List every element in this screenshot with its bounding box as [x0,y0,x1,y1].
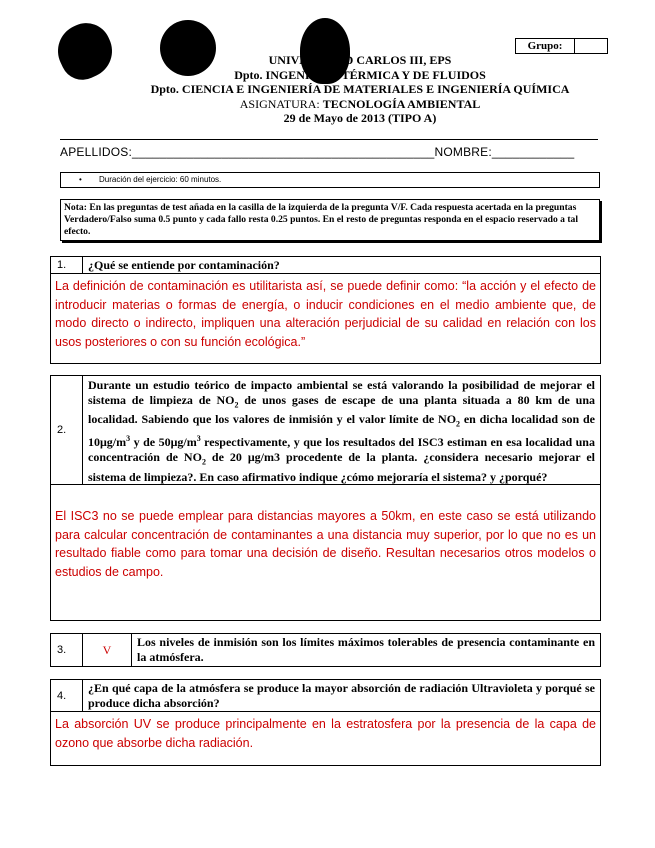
header-divider [60,139,598,140]
department-1: Dpto. INGENIERÍA TÉRMICA Y DE FLUIDOS [234,67,486,82]
note-label: Nota: [64,202,87,213]
bullet-icon: • [79,175,82,184]
question-4 [50,679,601,766]
apellidos-label: APELLIDOS: [60,145,133,159]
duration-box [60,172,600,188]
question-1-header [51,257,600,274]
nombre-field[interactable]: ____________ [491,145,575,159]
student-name-line [60,145,600,159]
nombre-label: NOMBRE: [434,145,492,159]
note-text: En las preguntas de test añada en la casilla de la izquierda de la pregunta V/F. Cada respuesta acertada en la preguntas Verdadero/Falso suma 0.5 punto y cada fallo resta 0.25 puntos. En el resto de preguntas responda en el espacio reservado a tal efecto. [64,202,578,237]
question-number: 3. [51,634,83,666]
question-number: 4. [51,680,83,711]
exam-date: 29 de Mayo de 2013 (TIPO A) [283,111,437,125]
question-3 [50,633,601,667]
header-block [140,53,580,126]
department-2: Dpto. CIENCIA E INGENIERÍA DE MATERIALES E INGENIERÍA QUÍMICA [150,82,570,96]
question-text: Los niveles de inmisión son los límites máximos tolerables de presencia contaminante en la atmósfera. [137,635,595,664]
question-4-header [51,680,600,712]
answer-area[interactable]: La definición de contaminación es utilitarista así, se puede definir como: “la acción y el efecto de introducir materias o formas de energía, o inducir condiciones en el medio ambiente que, de modo directo o indirecto, impliquen una alteración perjudicial de su calidad en relación con los usos posteriores o con su función ecológica.” [55,279,596,349]
question-number: 2. [51,376,83,484]
grupo-box [515,38,608,54]
vf-answer-box[interactable]: V [83,634,132,666]
grupo-label: Grupo: [516,39,575,53]
redaction-blot [49,15,121,87]
asignatura-line [140,97,580,112]
asignatura-label: ASIGNATURA: [239,96,323,111]
question-2-header [51,376,600,485]
university-name: UNIVERSIDAD CARLOS III, EPS [268,53,452,67]
grupo-field[interactable] [575,39,607,53]
note-box [60,199,600,241]
question-1 [50,256,601,364]
asignatura-value: TECNOLOGÍA AMBIENTAL [322,96,481,111]
duration-text: Duración del ejercicio: 60 minutos. [99,175,222,184]
question-text: ¿En qué capa de la atmósfera se produce la mayor absorción de radiación Ultravioleta y porqué se produce dicha absorción? [88,681,595,710]
question-number: 1. [51,257,83,273]
question-3-row [51,634,600,666]
apellidos-field[interactable]: ____________________________________________ [132,145,435,159]
question-text: ¿Qué se entiende por contaminación? [88,258,280,272]
question-text: Durante un estudio teórico de impacto ambiental se está valorando la posibilidad de mejorar el sistema de limpieza de $NO_2$ de unos gases de escape de una planta situada a 80 km de una localidad. Sabiendo que los valores de inmisión y el valor límite de $NO_2$ en dicha localidad son de $10\mu g/m^3$ y de $50\mu g/m^3$ respectivamente, y que los resultados del ISC3 estiman en esa localidad una concentración de $NO_2$ de 20 μg/m3 procedente de la planta. ¿considera necesario mejorar el sistema de limpieza?. En caso afirmativo indique ¿cómo mejoraría el sistema? y ¿porqué? [88,378,595,484]
answer-area[interactable]: El ISC3 no se puede emplear para distancias mayores a 50km, en este caso se está utilizando para calcular concentración de contaminantes a una distancia muy superior, por lo que no es un resultado fiable como para tomar una decisión de diseño. Resultan necesarios otros modelos o estudios de campo. [55,509,596,579]
answer-area[interactable]: La absorción UV se produce principalmente en la estratosfera por la presencia de la capa de ozono que absorbe dicha radiación. [55,717,596,750]
question-2 [50,375,601,621]
